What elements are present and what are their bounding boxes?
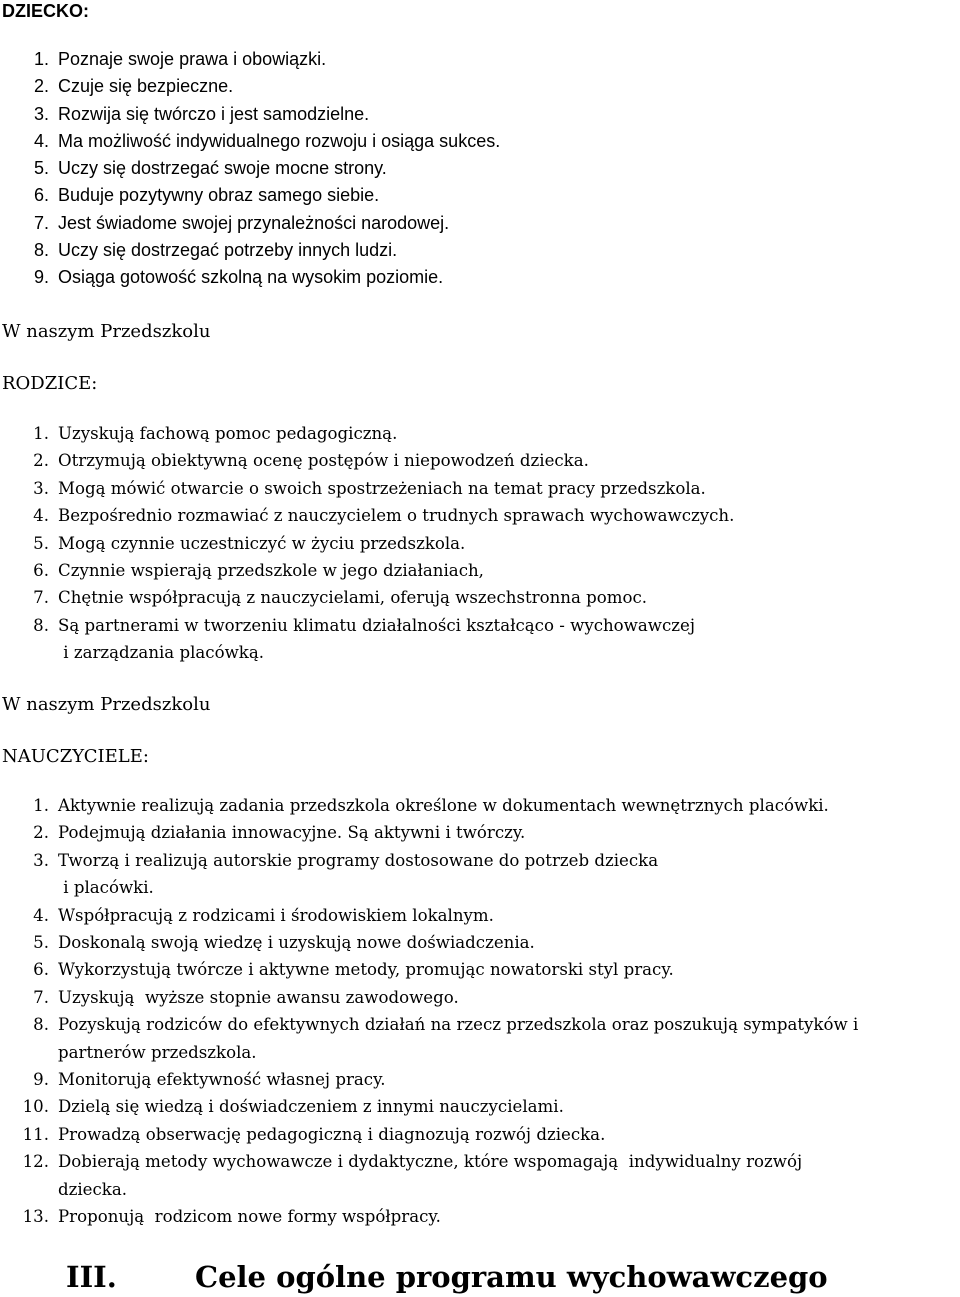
item-text: Uczy się dostrzegać swoje mocne strony. [58,158,387,179]
list-item [0,792,858,819]
item-text: Współpracują z rodzicami i środowiskiem lokalnym. [58,905,494,925]
item-text: Bezpośrednio rozmawiać z nauczycielem o trudnych sprawach wychowawczych. [58,506,735,526]
item-number: 1. [33,424,49,443]
item-text: Pozyskują rodziców do efektywnych działań na rzecz przedszkola oraz poszukują sympatyków i [58,1015,859,1035]
item-text: Rozwija się twórczo i jest samodzielne. [58,103,370,124]
item-text: Tworzą i realizują autorskie programy dostosowane do potrzeb dziecka [58,850,659,870]
parents-list [0,420,734,667]
item-number: 1. [33,796,49,815]
list-item [0,847,858,902]
item-number: 4. [33,506,49,526]
list-item [0,264,500,291]
item-number: 7. [33,987,49,1007]
item-number: 4. [33,130,49,151]
item-text: Doskonalą swoją wiedzę i uzyskują nowe doświadczenia. [58,933,535,953]
item-text-continuation: dziecka. [58,1179,128,1199]
item-text: Czynnie wspierają przedszkole w jego działaniach, [58,561,484,581]
parents-intro: W naszym Przedszkolu [2,321,211,342]
item-text: Osiąga gotowość szkolną na wysokim poziomie. [58,267,444,288]
item-text: Aktywnie realizują zadania przedszkola określone w dokumentach wewnętrznych placówki. [58,796,829,815]
list-item [0,1148,858,1203]
item-text: Proponują rodzicom nowe formy współpracy. [58,1207,441,1227]
item-number: 6. [33,561,49,581]
item-number: 5. [33,933,49,953]
teachers-heading: NAUCZYCIELE: [2,746,149,767]
item-number: 7. [33,212,49,233]
item-text: Dobierają metody wychowawcze i dydaktyczne, które wspomagają indywidualny rozwój [58,1152,803,1172]
list-item [0,557,734,584]
item-text: Jest świadome swojej przynależności narodowej. [58,212,450,233]
item-number: 11. [22,1124,49,1144]
teachers-intro: W naszym Przedszkolu [2,694,211,715]
item-number: 9. [33,1070,49,1090]
list-item [0,475,734,502]
list-item [0,530,734,557]
item-number: 6. [33,185,49,206]
list-item [0,210,500,237]
list-item [0,128,500,155]
item-text: Otrzymują obiektywną ocenę postępów i niepowodzeń dziecka. [58,451,589,471]
list-item [0,1066,858,1093]
list-item [0,1011,858,1066]
item-number: 1. [33,49,49,69]
item-text: Uzyskują fachową pomoc pedagogiczną. [58,424,398,443]
list-item [0,73,500,100]
item-number: 8. [33,615,49,635]
parents-heading: RODZICE: [2,373,98,394]
item-number: 3. [33,103,49,124]
list-item [0,237,500,264]
item-number: 13. [22,1207,49,1227]
item-text: Chętnie współpracują z nauczycielami, oferują wszechstronna pomoc. [58,588,648,608]
list-item [0,155,500,182]
item-text-continuation: partnerów przedszkola. [58,1042,257,1062]
list-item [0,420,734,447]
item-number: 2. [33,76,49,97]
item-number: 6. [33,960,49,980]
item-text: Mogą mówić otwarcie o swoich spostrzeżeniach na temat pracy przedszkola. [58,478,706,498]
item-number: 4. [33,905,49,925]
item-number: 5. [33,158,49,179]
list-item [0,819,858,846]
teachers-list [0,792,858,1231]
item-text-continuation: i placówki. [58,878,154,898]
item-number: 10. [22,1097,49,1117]
item-text: Ma możliwość indywidualnego rozwoju i osiąga sukces. [58,130,501,151]
list-item [0,101,500,128]
item-text: Prowadzą obserwację pedagogiczną i diagnozują rozwój dziecka. [58,1124,606,1144]
item-number: 12. [22,1152,49,1172]
item-number: 5. [33,533,49,553]
list-item [0,447,734,474]
item-number: 8. [33,240,49,261]
list-item [0,612,734,667]
item-text-continuation: i zarządzania placówką. [58,643,265,663]
item-number: 8. [33,1015,49,1035]
item-text: Są partnerami w tworzeniu klimatu działalności kształcąco - wychowawczej [58,615,695,635]
list-item [0,956,858,983]
list-item [0,46,500,73]
list-item [0,182,500,209]
item-text: Czuje się bezpieczne. [58,76,234,97]
list-item [0,984,858,1011]
child-list [0,46,500,292]
list-item [0,1121,858,1148]
item-text: Monitorują efektywność własnej pracy. [58,1070,386,1090]
item-text: Mogą czynnie uczestniczyć w życiu przedszkola. [58,533,466,553]
item-text: Podejmują działania innowacyjne. Są aktywni i twórczy. [58,823,526,843]
item-number: 3. [33,850,49,870]
item-text: Uzyskują wyższe stopnie awansu zawodowego. [58,987,459,1007]
list-item [0,902,858,929]
section-number: III. [66,1260,117,1294]
child-heading: DZIECKO: [2,1,89,21]
item-text: Dzielą się wiedzą i doświadczeniem z innymi nauczycielami. [58,1097,564,1117]
item-text: Wykorzystują twórcze i aktywne metody, promując nowatorski styl pracy. [58,960,674,980]
item-text: Poznaje swoje prawa i obowiązki. [58,49,327,69]
list-item [0,502,734,529]
item-number: 2. [33,451,49,471]
item-number: 9. [33,267,49,288]
item-number: 3. [33,478,49,498]
item-number: 2. [33,823,49,843]
item-text: Uczy się dostrzegać potrzeby innych ludzi. [58,240,398,261]
item-number: 7. [33,588,49,608]
item-text: Buduje pozytywny obraz samego siebie. [58,185,380,206]
list-item [0,929,858,956]
section-title: Cele ogólne programu wychowawczego [195,1260,828,1294]
list-item [0,1093,858,1120]
list-item [0,584,734,611]
list-item [0,1203,858,1230]
